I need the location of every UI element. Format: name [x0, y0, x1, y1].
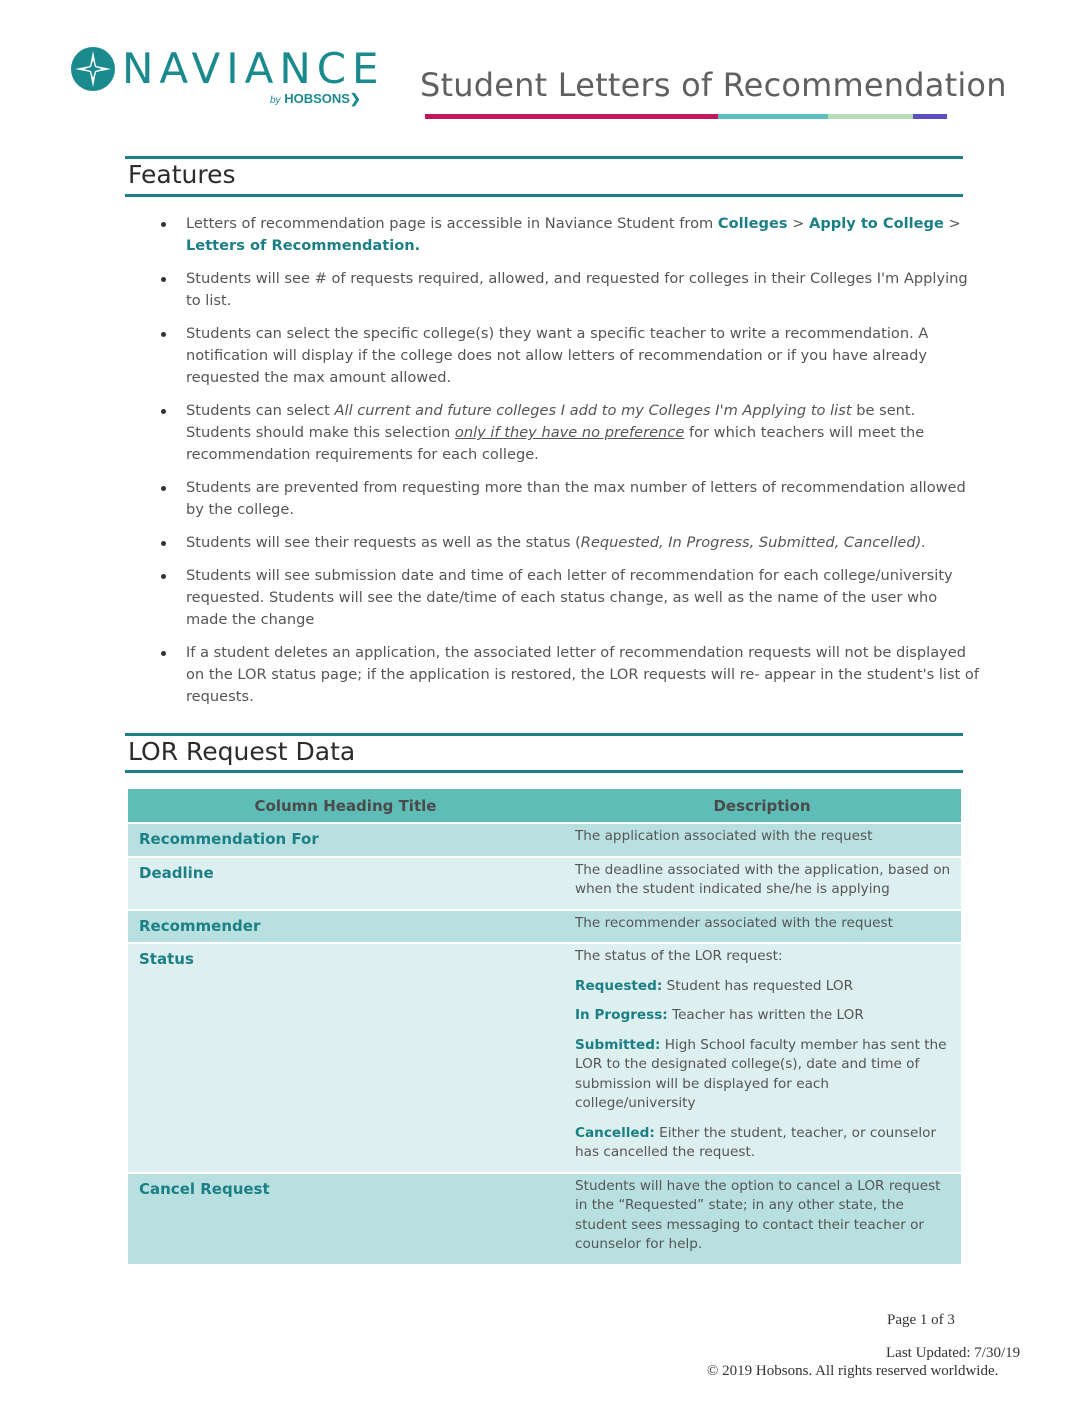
features-list [160, 213, 980, 719]
description-text: Students will have the option to cancel a LOR request in the “Requested” state; in any other state, the student sees messaging to contact their teacher or counselor for help. [575, 1177, 941, 1252]
feature-emphasis: Letters of Recommendation. [186, 237, 421, 254]
title-bar-segment [828, 114, 913, 119]
feature-text: > [787, 215, 810, 232]
feature-item [160, 642, 980, 708]
feature-text: Letters of recommendation page is accessible in Naviance Student from [186, 215, 718, 232]
description-text: Teacher has written the LOR [667, 1007, 864, 1023]
features-section-header [125, 156, 963, 197]
lor-section-header [125, 733, 963, 773]
row-heading: Recommendation For [128, 823, 563, 857]
chevron-right-icon: ❯ [349, 91, 361, 106]
feature-emphasis: Colleges [717, 215, 788, 232]
description-paragraph [575, 861, 951, 900]
table-row [128, 910, 961, 944]
row-heading: Status [128, 943, 563, 1173]
column-heading-title-header: Column Heading Title [128, 789, 563, 823]
feature-emphasis: All current and future colleges I add to my Colleges I'm Applying to list [334, 402, 852, 419]
feature-emphasis: only if they have no preference [454, 424, 685, 441]
feature-item [160, 565, 980, 631]
description-paragraph [575, 947, 951, 967]
description-text: The recommender associated with the request [575, 914, 893, 931]
row-description [563, 823, 961, 857]
status-label: Submitted: [575, 1036, 661, 1053]
description-text: Student has requested LOR [662, 977, 854, 994]
page-number: Page 1 of 3 [887, 1312, 955, 1328]
row-description [563, 910, 961, 944]
description-text: The application associated with the request [575, 828, 873, 844]
table-row [128, 943, 961, 1173]
feature-item [160, 323, 980, 389]
feature-text: Students will see # of requests required, allowed, and requested for colleges in their Colleges I'm Applying to list. [186, 270, 968, 309]
feature-item [160, 213, 980, 257]
feature-emphasis: Apply to College [809, 215, 944, 232]
row-description [563, 943, 961, 1173]
table-header-row [128, 789, 961, 823]
feature-item [160, 400, 980, 466]
feature-text: Students are prevented from requesting more than the max number of letters of recommendation allowed by the college. [186, 479, 966, 518]
title-color-bar [425, 114, 947, 119]
status-label: In Progress: [575, 1007, 668, 1023]
description-paragraph [575, 914, 951, 934]
description-text: Either the student, teacher, or counselor has cancelled the request. [575, 1124, 937, 1160]
row-description [563, 857, 961, 910]
table-row [128, 1173, 961, 1264]
feature-item [160, 268, 980, 312]
feature-text: Students will see submission date and time of each letter of recommendation for each college/university requested. Students will see the date/time of each status change, as well as the name of the user who made the change [186, 567, 953, 628]
table-row [128, 857, 961, 910]
row-heading: Deadline [128, 857, 563, 910]
compass-logo-icon [70, 46, 116, 92]
naviance-logo [70, 44, 385, 110]
last-updated: Last Updated: 7/30/19 [886, 1345, 1021, 1361]
feature-text: be sent. Students should make this selection [186, 402, 916, 441]
status-label: Cancelled: [575, 1124, 655, 1141]
row-description [563, 1173, 961, 1264]
logo-by: by [270, 95, 281, 106]
status-label: Requested: [575, 977, 663, 994]
logo-hobsons: HOBSONS [284, 91, 350, 106]
feature-item [160, 477, 980, 521]
description-paragraph [575, 977, 951, 997]
feature-text: Students can select the specific college(s) they want a specific teacher to write a recommendation. A notification will display if the college does not allow letters of recommendation or if you have already requested the max amount allowed. [186, 325, 929, 386]
feature-item [160, 532, 980, 554]
document-title: Student Letters of Recommendation [420, 66, 1007, 104]
table-row [128, 823, 961, 857]
description-text: High School faculty member has sent the LOR to the designated college(s), date and time of submission will be displayed for each college/university [575, 1036, 947, 1111]
description-text: The deadline associated with the application, based on when the student indicated she/he is applying [575, 861, 951, 897]
row-heading: Recommender [128, 910, 563, 944]
title-bar-segment [913, 114, 947, 119]
feature-text: If a student deletes an application, the associated letter of recommendation requests will not be displayed on the LOR status page; if the application is restored, the LOR requests will re- appear in the student's list of requests. [186, 644, 979, 705]
feature-text: Students can select [186, 402, 335, 419]
description-paragraph [575, 1006, 951, 1026]
description-paragraph [575, 1036, 951, 1114]
description-paragraph [575, 1177, 951, 1255]
feature-text: > [943, 215, 961, 232]
title-bar-segment [718, 114, 828, 119]
copyright: © 2019 Hobsons. All rights reserved worldwide. [707, 1363, 999, 1379]
lor-data-table [128, 789, 961, 1264]
logo-byline [270, 91, 361, 107]
row-heading: Cancel Request [128, 1173, 563, 1264]
logo-wordmark: NAVIANCE [122, 44, 385, 93]
title-bar-segment [425, 114, 718, 119]
lor-heading: LOR Request Data [128, 737, 356, 766]
feature-emphasis: Requested, In Progress, Submitted, Cancelled). [580, 534, 926, 551]
feature-text: for which teachers will meet the recommendation requirements for each college. [186, 424, 925, 463]
features-heading: Features [128, 160, 236, 189]
feature-text: Students will see their requests as well as the status ( [186, 534, 581, 551]
description-header: Description [563, 789, 961, 823]
description-paragraph [575, 1124, 951, 1163]
description-text: The status of the LOR request: [575, 948, 783, 964]
description-paragraph [575, 827, 951, 847]
